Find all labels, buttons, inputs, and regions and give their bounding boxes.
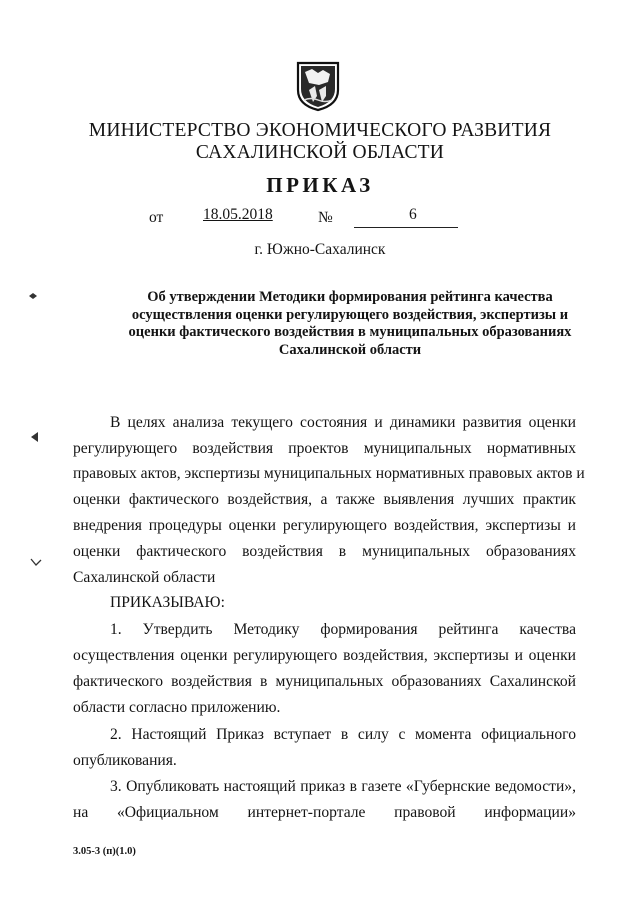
body-line: на «Официальном интернет-портале правовой информации» bbox=[73, 804, 576, 821]
body-line: Сахалинской области bbox=[73, 569, 216, 586]
body-line: В целях анализа текущего состояния и динамики развития оценки bbox=[110, 414, 576, 431]
form-code: 3.05-3 (п)(1.0) bbox=[73, 846, 136, 857]
document-type-title: ПРИКАЗ bbox=[266, 173, 374, 197]
subject-line: оценки фактического воздействия в муниципальных образованиях bbox=[128, 324, 572, 340]
body-line: оценки фактического воздействия, а также выявления лучших практик bbox=[73, 491, 576, 508]
body-line: опубликования. bbox=[73, 752, 177, 769]
order-number: 6 bbox=[409, 206, 417, 223]
subject-line: Сахалинской области bbox=[278, 341, 422, 358]
body-line: области согласно приложению. bbox=[73, 699, 281, 716]
sakhalin-coat-of-arms-icon bbox=[295, 60, 341, 112]
body-line: фактического воздействия в муниципальных образованиях Сахалинской bbox=[73, 673, 576, 690]
body-line: оценки фактического воздействия в муниципальных образованиях bbox=[73, 543, 576, 560]
date-label: от bbox=[149, 209, 164, 226]
subject-line: осуществления оценки регулирующего воздействия, экспертизы и bbox=[131, 306, 569, 323]
number-underline bbox=[354, 227, 458, 228]
order-subject bbox=[80, 289, 620, 359]
body-line: 2. Настоящий Приказ вступает в силу с момента официального bbox=[110, 726, 576, 743]
order-directive: ПРИКАЗЫВАЮ: bbox=[110, 594, 225, 611]
scan-mark bbox=[28, 292, 38, 300]
body-line: 1. Утвердить Методику формирования рейтинга качества bbox=[110, 621, 576, 638]
ministry-name-line2: САХАЛИНСКОЙ ОБЛАСТИ bbox=[195, 142, 445, 163]
body-line: правовых актов, экспертизы муниципальных нормативных правовых актов и bbox=[73, 465, 585, 482]
number-label: № bbox=[318, 209, 333, 226]
order-date: 18.05.2018 bbox=[203, 206, 273, 223]
scan-mark bbox=[30, 557, 42, 567]
subject-line: Об утверждении Методики формирования рейтинга качества bbox=[147, 289, 553, 305]
body-line: регулирующего воздействия проектов муниципальных нормативных bbox=[73, 440, 576, 457]
body-line: осуществления оценки регулирующего воздействия, экспертизы и оценки bbox=[73, 647, 576, 664]
ministry-name-line1: МИНИСТЕРСТВО ЭКОНОМИЧЕСКОГО РАЗВИТИЯ bbox=[88, 120, 552, 141]
body-line: 3. Опубликовать настоящий приказ в газете «Губернские ведомости», bbox=[110, 778, 576, 795]
body-line: внедрения процедуры оценки регулирующего воздействия, экспертизы и bbox=[73, 517, 576, 534]
city: г. Южно-Сахалинск bbox=[254, 241, 386, 258]
scan-mark bbox=[30, 431, 40, 443]
